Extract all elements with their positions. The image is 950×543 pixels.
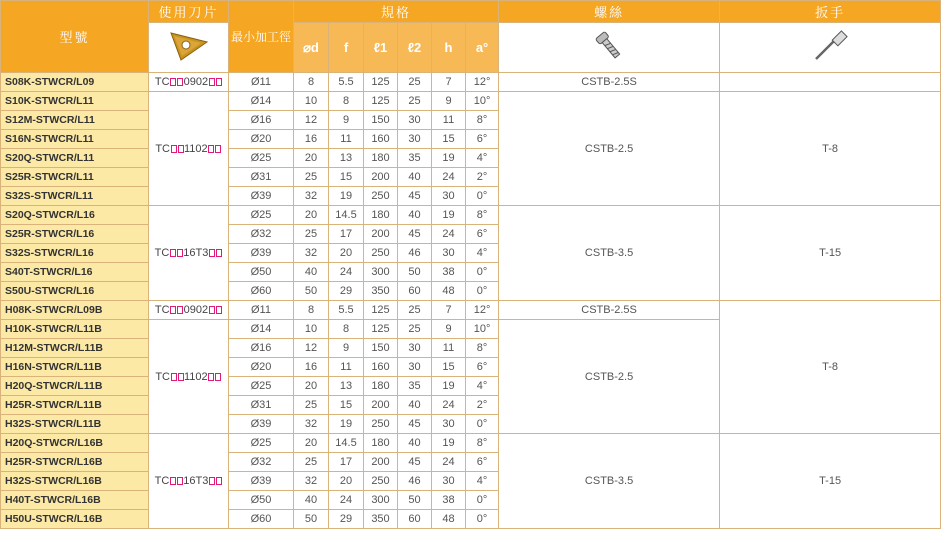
spec-a-cell: 8° xyxy=(466,434,499,453)
spec-f-cell: 15 xyxy=(329,168,364,187)
spec-l2-cell: 45 xyxy=(398,187,432,206)
spec-f-cell: 9 xyxy=(329,111,364,130)
spec-f-cell: 5.5 xyxy=(329,301,364,320)
spec-l1-cell: 350 xyxy=(364,510,398,529)
spec-a-cell: 12° xyxy=(466,73,499,92)
spec-a-cell: 4° xyxy=(466,472,499,491)
header-specs: 規格 xyxy=(294,1,499,23)
spec-a-cell: 8° xyxy=(466,339,499,358)
spec-h-cell: 15 xyxy=(432,358,466,377)
placeholder-box-icon xyxy=(170,477,176,485)
min-bore-cell: Ø16 xyxy=(229,111,294,130)
spec-f-cell: 19 xyxy=(329,187,364,206)
model-cell: H25R-STWCR/L11B xyxy=(1,396,149,415)
spec-l2-cell: 60 xyxy=(398,282,432,301)
table-row xyxy=(1,92,941,111)
placeholder-box-icon xyxy=(216,249,222,257)
spec-l1-cell: 180 xyxy=(364,206,398,225)
insert-code-prefix: TC xyxy=(154,76,170,88)
min-bore-cell: Ø20 xyxy=(229,130,294,149)
insert-code-cell xyxy=(149,92,229,206)
spec-f-cell: 14.5 xyxy=(329,434,364,453)
screw-cell: CSTB-2.5S xyxy=(499,301,720,320)
spec-a-cell: 6° xyxy=(466,225,499,244)
min-bore-cell: Ø60 xyxy=(229,510,294,529)
spec-a-cell: 10° xyxy=(466,320,499,339)
spec-d-cell: 10 xyxy=(294,320,329,339)
insert-code-cell xyxy=(149,73,229,92)
spec-l2-cell: 50 xyxy=(398,491,432,510)
header-insert: 使用刀片 xyxy=(149,1,229,23)
min-bore-cell: Ø25 xyxy=(229,377,294,396)
insert-code-prefix: TC xyxy=(155,142,170,155)
spec-d-cell: 20 xyxy=(294,377,329,396)
insert-code-mid: 1102 xyxy=(184,370,208,383)
spec-a-cell: 0° xyxy=(466,187,499,206)
spec-h-cell: 19 xyxy=(432,206,466,225)
spec-h-cell: 19 xyxy=(432,149,466,168)
insert-code-cell xyxy=(149,301,229,320)
spec-l2-cell: 25 xyxy=(398,301,432,320)
model-cell: S32S-STWCR/L11 xyxy=(1,187,149,206)
spec-l2-cell: 25 xyxy=(398,92,432,111)
spec-d-cell: 50 xyxy=(294,510,329,529)
spec-l2-cell: 35 xyxy=(398,377,432,396)
spec-l2-cell: 46 xyxy=(398,472,432,491)
spec-f-cell: 5.5 xyxy=(329,73,364,92)
spec-l1-cell: 180 xyxy=(364,149,398,168)
spec-l2-cell: 45 xyxy=(398,415,432,434)
header-l2: ℓ2 xyxy=(398,23,432,73)
spec-f-cell: 19 xyxy=(329,415,364,434)
spec-l1-cell: 125 xyxy=(364,301,398,320)
spec-l1-cell: 180 xyxy=(364,377,398,396)
model-cell: H12M-STWCR/L11B xyxy=(1,339,149,358)
spec-f-cell: 17 xyxy=(329,453,364,472)
placeholder-box-icon xyxy=(170,78,176,86)
spec-f-cell: 24 xyxy=(329,491,364,510)
spec-a-cell: 12° xyxy=(466,301,499,320)
insert-code-prefix: TC xyxy=(155,370,170,383)
spec-h-cell: 11 xyxy=(432,111,466,130)
model-cell: H16N-STWCR/L11B xyxy=(1,358,149,377)
model-cell: S12M-STWCR/L11 xyxy=(1,111,149,130)
placeholder-box-icon xyxy=(178,145,184,153)
spec-a-cell: 8° xyxy=(466,206,499,225)
spec-f-cell: 8 xyxy=(329,92,364,111)
model-cell: S08K-STWCR/L09 xyxy=(1,73,149,92)
placeholder-box-icon xyxy=(171,145,177,153)
insert-code-mid: 0902 xyxy=(183,304,209,316)
min-bore-cell: Ø14 xyxy=(229,92,294,111)
insert-code-cell xyxy=(149,320,229,434)
spec-f-cell: 29 xyxy=(329,510,364,529)
spec-h-cell: 30 xyxy=(432,415,466,434)
insert-code-prefix: TC xyxy=(154,304,170,316)
placeholder-box-icon xyxy=(216,306,222,314)
spec-l2-cell: 50 xyxy=(398,263,432,282)
wrench-cell: T-15 xyxy=(720,206,941,301)
spec-f-cell: 13 xyxy=(329,149,364,168)
min-bore-cell: Ø11 xyxy=(229,301,294,320)
spec-f-cell: 20 xyxy=(329,244,364,263)
spec-l1-cell: 250 xyxy=(364,472,398,491)
header-f: f xyxy=(329,23,364,73)
spec-a-cell: 2° xyxy=(466,168,499,187)
screw-cell: CSTB-2.5S xyxy=(499,73,720,92)
spec-l2-cell: 30 xyxy=(398,111,432,130)
placeholder-box-icon xyxy=(215,373,221,381)
model-cell: H40T-STWCR/L16B xyxy=(1,491,149,510)
spec-h-cell: 19 xyxy=(432,434,466,453)
spec-l1-cell: 250 xyxy=(364,244,398,263)
placeholder-box-icon xyxy=(209,477,215,485)
spec-d-cell: 16 xyxy=(294,130,329,149)
spec-l2-cell: 40 xyxy=(398,434,432,453)
spec-f-cell: 9 xyxy=(329,339,364,358)
spec-d-cell: 8 xyxy=(294,301,329,320)
spec-a-cell: 0° xyxy=(466,415,499,434)
placeholder-box-icon xyxy=(178,373,184,381)
spec-d-cell: 50 xyxy=(294,282,329,301)
spec-a-cell: 4° xyxy=(466,244,499,263)
spec-l1-cell: 350 xyxy=(364,282,398,301)
spec-f-cell: 24 xyxy=(329,263,364,282)
header-screw: 螺絲 xyxy=(499,1,720,23)
spec-l1-cell: 200 xyxy=(364,168,398,187)
min-bore-cell: Ø39 xyxy=(229,187,294,206)
spec-h-cell: 24 xyxy=(432,168,466,187)
spec-l1-cell: 200 xyxy=(364,396,398,415)
table-row xyxy=(1,73,941,92)
spec-h-cell: 48 xyxy=(432,510,466,529)
spec-h-cell: 30 xyxy=(432,472,466,491)
spec-h-cell: 15 xyxy=(432,130,466,149)
spec-l1-cell: 200 xyxy=(364,453,398,472)
min-bore-cell: Ø31 xyxy=(229,396,294,415)
spec-f-cell: 11 xyxy=(329,358,364,377)
spec-f-cell: 15 xyxy=(329,396,364,415)
model-cell: H25R-STWCR/L16B xyxy=(1,453,149,472)
spec-d-cell: 8 xyxy=(294,73,329,92)
spec-f-cell: 13 xyxy=(329,377,364,396)
placeholder-box-icon xyxy=(216,477,222,485)
spec-l2-cell: 30 xyxy=(398,358,432,377)
spec-a-cell: 0° xyxy=(466,491,499,510)
insert-code-cell xyxy=(149,206,229,301)
spec-h-cell: 11 xyxy=(432,339,466,358)
spec-h-cell: 24 xyxy=(432,453,466,472)
model-cell: S40T-STWCR/L16 xyxy=(1,263,149,282)
header-wrench: 扳手 xyxy=(720,1,941,23)
model-cell: S10K-STWCR/L11 xyxy=(1,92,149,111)
header-h: h xyxy=(432,23,466,73)
model-cell: H20Q-STWCR/L16B xyxy=(1,434,149,453)
table-row xyxy=(1,206,941,225)
spec-a-cell: 6° xyxy=(466,453,499,472)
placeholder-box-icon xyxy=(177,306,183,314)
spec-l1-cell: 160 xyxy=(364,130,398,149)
spec-f-cell: 14.5 xyxy=(329,206,364,225)
min-bore-cell: Ø39 xyxy=(229,415,294,434)
spec-d-cell: 20 xyxy=(294,206,329,225)
spec-d-cell: 25 xyxy=(294,453,329,472)
screw-cell: CSTB-3.5 xyxy=(499,434,720,529)
wrench-cell: T-8 xyxy=(720,301,941,434)
spec-f-cell: 17 xyxy=(329,225,364,244)
spec-d-cell: 20 xyxy=(294,149,329,168)
spec-l2-cell: 25 xyxy=(398,73,432,92)
placeholder-box-icon xyxy=(216,78,222,86)
spec-l2-cell: 30 xyxy=(398,130,432,149)
model-cell: H20Q-STWCR/L11B xyxy=(1,377,149,396)
header-a: a° xyxy=(466,23,499,73)
table-row xyxy=(1,434,941,453)
header-d: ⌀d xyxy=(294,23,329,73)
placeholder-box-icon xyxy=(209,249,215,257)
spec-l1-cell: 250 xyxy=(364,415,398,434)
header-model: 型號 xyxy=(1,1,149,73)
spec-l2-cell: 46 xyxy=(398,244,432,263)
model-cell: S50U-STWCR/L16 xyxy=(1,282,149,301)
insert-code-prefix: TC xyxy=(154,475,170,487)
spec-a-cell: 4° xyxy=(466,149,499,168)
spec-l1-cell: 150 xyxy=(364,111,398,130)
spec-l2-cell: 45 xyxy=(398,225,432,244)
min-bore-cell: Ø31 xyxy=(229,168,294,187)
header-l1: ℓ1 xyxy=(364,23,398,73)
spec-h-cell: 38 xyxy=(432,263,466,282)
spec-l2-cell: 25 xyxy=(398,320,432,339)
spec-l1-cell: 180 xyxy=(364,434,398,453)
spec-l1-cell: 125 xyxy=(364,73,398,92)
insert-icon-cell xyxy=(149,23,229,73)
insert-code-mid: 16T3 xyxy=(183,475,209,487)
table-row xyxy=(1,301,941,320)
spec-h-cell: 9 xyxy=(432,320,466,339)
insert-code-mid: 16T3 xyxy=(183,247,209,259)
spec-l1-cell: 125 xyxy=(364,92,398,111)
spec-l2-cell: 40 xyxy=(398,206,432,225)
spec-l2-cell: 35 xyxy=(398,149,432,168)
min-bore-cell: Ø39 xyxy=(229,472,294,491)
wrench-cell: T-8 xyxy=(720,92,941,206)
spec-h-cell: 48 xyxy=(432,282,466,301)
wrench-cell: T-15 xyxy=(720,434,941,529)
insert-code-prefix: TC xyxy=(154,247,170,259)
placeholder-box-icon xyxy=(209,78,215,86)
spec-l1-cell: 300 xyxy=(364,263,398,282)
model-cell: S25R-STWCR/L11 xyxy=(1,168,149,187)
spec-f-cell: 8 xyxy=(329,320,364,339)
spec-a-cell: 8° xyxy=(466,111,499,130)
triangle-insert-icon xyxy=(167,29,211,63)
spec-a-cell: 6° xyxy=(466,130,499,149)
torx-wrench-icon xyxy=(810,29,850,63)
model-cell: S32S-STWCR/L16 xyxy=(1,244,149,263)
spec-a-cell: 0° xyxy=(466,510,499,529)
spec-h-cell: 9 xyxy=(432,92,466,111)
min-bore-cell: Ø50 xyxy=(229,263,294,282)
spec-l1-cell: 160 xyxy=(364,358,398,377)
screw-icon xyxy=(594,29,624,63)
spec-l2-cell: 60 xyxy=(398,510,432,529)
screw-cell: CSTB-3.5 xyxy=(499,206,720,301)
spec-d-cell: 16 xyxy=(294,358,329,377)
spec-l2-cell: 45 xyxy=(398,453,432,472)
spec-h-cell: 38 xyxy=(432,491,466,510)
min-bore-cell: Ø25 xyxy=(229,149,294,168)
screw-cell: CSTB-2.5 xyxy=(499,320,720,434)
screw-icon-cell xyxy=(499,23,720,73)
header-min-bore: 最小加工徑 xyxy=(229,1,294,73)
spec-a-cell: 4° xyxy=(466,377,499,396)
model-cell: S20Q-STWCR/L16 xyxy=(1,206,149,225)
min-bore-cell: Ø25 xyxy=(229,206,294,225)
placeholder-box-icon xyxy=(171,373,177,381)
spec-l2-cell: 30 xyxy=(398,339,432,358)
spec-d-cell: 25 xyxy=(294,225,329,244)
spec-l1-cell: 200 xyxy=(364,225,398,244)
spec-f-cell: 29 xyxy=(329,282,364,301)
model-cell: H10K-STWCR/L11B xyxy=(1,320,149,339)
placeholder-box-icon xyxy=(209,306,215,314)
min-bore-cell: Ø60 xyxy=(229,282,294,301)
spec-d-cell: 32 xyxy=(294,472,329,491)
model-cell: S25R-STWCR/L16 xyxy=(1,225,149,244)
screw-cell: CSTB-2.5 xyxy=(499,92,720,206)
spec-h-cell: 7 xyxy=(432,301,466,320)
min-bore-cell: Ø11 xyxy=(229,73,294,92)
spec-d-cell: 32 xyxy=(294,187,329,206)
min-bore-cell: Ø16 xyxy=(229,339,294,358)
spec-l1-cell: 300 xyxy=(364,491,398,510)
min-bore-cell: Ø20 xyxy=(229,358,294,377)
spec-d-cell: 32 xyxy=(294,244,329,263)
model-cell: H32S-STWCR/L11B xyxy=(1,415,149,434)
wrench-cell xyxy=(720,73,941,92)
spec-a-cell: 0° xyxy=(466,263,499,282)
spec-d-cell: 40 xyxy=(294,491,329,510)
spec-d-cell: 25 xyxy=(294,168,329,187)
model-cell: H32S-STWCR/L16B xyxy=(1,472,149,491)
model-cell: S20Q-STWCR/L11 xyxy=(1,149,149,168)
spec-h-cell: 24 xyxy=(432,225,466,244)
model-cell: S16N-STWCR/L11 xyxy=(1,130,149,149)
placeholder-box-icon xyxy=(177,78,183,86)
spec-l2-cell: 40 xyxy=(398,168,432,187)
spec-d-cell: 12 xyxy=(294,111,329,130)
placeholder-box-icon xyxy=(177,249,183,257)
placeholder-box-icon xyxy=(215,145,221,153)
insert-code-mid: 0902 xyxy=(183,76,209,88)
spec-h-cell: 19 xyxy=(432,377,466,396)
spec-a-cell: 6° xyxy=(466,358,499,377)
min-bore-cell: Ø25 xyxy=(229,434,294,453)
spec-l1-cell: 250 xyxy=(364,187,398,206)
spec-a-cell: 2° xyxy=(466,396,499,415)
spec-d-cell: 32 xyxy=(294,415,329,434)
spec-h-cell: 7 xyxy=(432,73,466,92)
placeholder-box-icon xyxy=(170,306,176,314)
placeholder-box-icon xyxy=(208,373,214,381)
spec-h-cell: 24 xyxy=(432,396,466,415)
min-bore-cell: Ø39 xyxy=(229,244,294,263)
spec-l2-cell: 40 xyxy=(398,396,432,415)
min-bore-cell: Ø50 xyxy=(229,491,294,510)
min-bore-cell: Ø14 xyxy=(229,320,294,339)
wrench-icon-cell xyxy=(720,23,941,73)
spec-l1-cell: 150 xyxy=(364,339,398,358)
spec-d-cell: 25 xyxy=(294,396,329,415)
spec-h-cell: 30 xyxy=(432,187,466,206)
insert-code-mid: 1102 xyxy=(184,142,208,155)
placeholder-box-icon xyxy=(170,249,176,257)
spec-l1-cell: 125 xyxy=(364,320,398,339)
spec-d-cell: 12 xyxy=(294,339,329,358)
min-bore-cell: Ø32 xyxy=(229,225,294,244)
placeholder-box-icon xyxy=(208,145,214,153)
spec-d-cell: 20 xyxy=(294,434,329,453)
spec-f-cell: 20 xyxy=(329,472,364,491)
spec-a-cell: 10° xyxy=(466,92,499,111)
model-cell: H50U-STWCR/L16B xyxy=(1,510,149,529)
min-bore-cell: Ø32 xyxy=(229,453,294,472)
spec-d-cell: 40 xyxy=(294,263,329,282)
spec-h-cell: 30 xyxy=(432,244,466,263)
spec-a-cell: 0° xyxy=(466,282,499,301)
spec-f-cell: 11 xyxy=(329,130,364,149)
insert-code-cell xyxy=(149,434,229,529)
model-cell: H08K-STWCR/L09B xyxy=(1,301,149,320)
spec-d-cell: 10 xyxy=(294,92,329,111)
placeholder-box-icon xyxy=(177,477,183,485)
